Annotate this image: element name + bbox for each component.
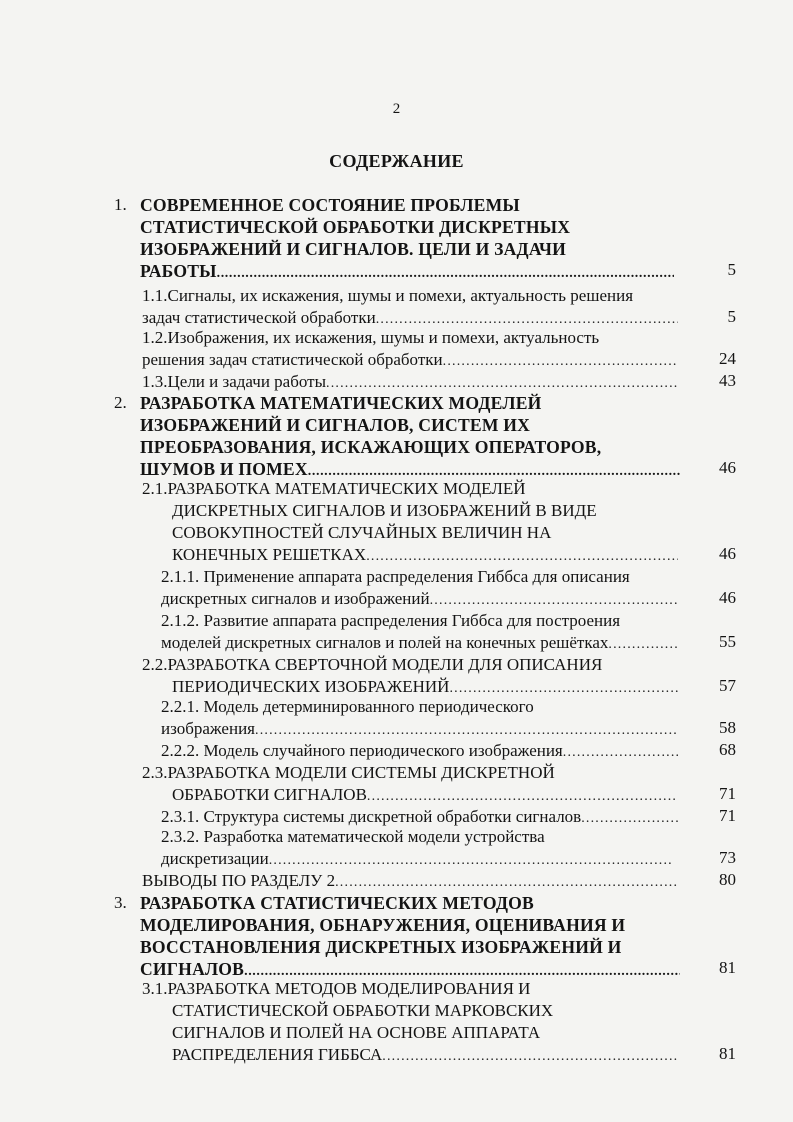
leader-dots [326, 373, 678, 393]
toc-subsection-2-2-1[interactable] [161, 696, 678, 740]
entry-text-line: решения задач статистической обработки [142, 350, 443, 369]
leader-dots [255, 720, 678, 740]
entry-text-line: моделей дискретных сигналов и полей на конечных решётках [161, 633, 609, 652]
entry-text-line: КОНЕЧНЫХ РЕШЕТКАХ [172, 545, 367, 564]
entry-text-line: дискретных сигналов и изображений [161, 589, 430, 608]
entry-text-line: ОБРАБОТКИ СИГНАЛОВ [172, 785, 367, 804]
entry-text-line: изображения [161, 719, 255, 738]
page-ref: 73 [719, 848, 736, 867]
entry-text-line: 3.1.РАЗРАБОТКА МЕТОДОВ МОДЕЛИРОВАНИЯ И [142, 979, 531, 998]
chapter-number: 3. [114, 893, 127, 912]
entry-text-line: СТАТИСТИЧЕСКОЙ ОБРАБОТКИ МАРКОВСКИХ [172, 1001, 554, 1020]
page-ref: 58 [719, 718, 736, 737]
leader-dots [335, 872, 678, 892]
leader-dots [217, 263, 674, 282]
page-ref: 46 [719, 458, 736, 477]
page-ref: 46 [719, 544, 736, 563]
leader-dots [382, 1046, 678, 1066]
entry-text-line: 2.1.1. Применение аппарата распределения Гиббса для описания [161, 567, 630, 586]
leader-dots [430, 590, 678, 610]
page-ref: 68 [719, 740, 736, 759]
entry-text-line: ПРЕОБРАЗОВАНИЯ, ИСКАЖАЮЩИХ ОПЕРАТОРОВ, [140, 437, 602, 457]
page-ref: 43 [719, 371, 736, 390]
entry-text-line: 1.2.Изображения, их искажения, шумы и помехи, актуальность [142, 328, 600, 347]
entry-text-line: СОВРЕМЕННОЕ СОСТОЯНИЕ ПРОБЛЕМЫ [140, 195, 520, 215]
entry-text-line: 2.3.РАЗРАБОТКА МОДЕЛИ СИСТЕМЫ ДИСКРЕТНОЙ [142, 763, 555, 782]
toc-title: СОДЕРЖАНИЕ [329, 151, 464, 171]
page-ref: 81 [719, 1044, 736, 1063]
entry-text-line: ШУМОВ И ПОМЕХ [140, 459, 308, 479]
entry-text-line: МОДЕЛИРОВАНИЯ, ОБНАРУЖЕНИЯ, ОЦЕНИВАНИЯ И [140, 915, 626, 935]
entry-text-line: РАЗРАБОТКА СТАТИСТИЧЕСКИХ МЕТОДОВ [140, 893, 534, 913]
toc-conclusions-2[interactable] [142, 870, 678, 892]
toc-subsection-2-1-1[interactable] [161, 566, 678, 610]
page-ref: 46 [719, 588, 736, 607]
toc-subsection-2-2-2[interactable] [161, 740, 678, 762]
toc-subsection-2-3-2[interactable] [161, 826, 673, 870]
entry-text-line: задач статистической обработки [142, 308, 376, 327]
toc-section-2-1[interactable] [142, 478, 678, 566]
toc-section-3-1[interactable] [142, 978, 678, 1066]
toc-chapter-3[interactable] [114, 892, 680, 980]
leader-dots [366, 546, 678, 566]
toc-section-1-1[interactable] [142, 285, 678, 329]
entry-text-line: ВОССТАНОВЛЕНИЯ ДИСКРЕТНЫХ ИЗОБРАЖЕНИЙ И [140, 937, 622, 957]
chapter-number: 1. [114, 195, 127, 214]
leader-dots [608, 634, 678, 654]
toc-chapter-2[interactable] [114, 392, 680, 480]
entry-text-line: 2.3.1. Структура системы дискретной обработки сигналов [161, 807, 582, 826]
chapter-number: 2. [114, 393, 127, 412]
toc-section-2-3[interactable] [142, 762, 678, 806]
page-ref: 55 [719, 632, 736, 651]
entry-text-line: 2.2.1. Модель детерминированного периодического [161, 697, 534, 716]
toc-subsection-2-3-1[interactable] [161, 806, 678, 828]
leader-dots [449, 678, 678, 698]
leader-dots [443, 351, 678, 371]
entry-text-line: 2.2.2. Модель случайного периодического изображения [161, 741, 563, 760]
entry-text-line: 2.1.РАЗРАБОТКА МАТЕМАТИЧЕСКИХ МОДЕЛЕЙ [142, 479, 526, 498]
entry-text-line: ИЗОБРАЖЕНИЙ И СИГНАЛОВ, СИСТЕМ ИХ [140, 415, 531, 435]
toc-section-2-2[interactable] [142, 654, 678, 698]
toc-subsection-2-1-2[interactable] [161, 610, 678, 654]
entry-text-line: 1.3.Цели и задачи работы [142, 372, 326, 391]
toc-section-1-2[interactable] [142, 327, 678, 371]
entry-text-line: СТАТИСТИЧЕСКОЙ ОБРАБОТКИ ДИСКРЕТНЫХ [140, 217, 571, 237]
leader-dots [581, 808, 678, 828]
entry-text-line: 2.2.РАЗРАБОТКА СВЕРТОЧНОЙ МОДЕЛИ ДЛЯ ОПИСАНИЯ [142, 655, 603, 674]
entry-text-line: ВЫВОДЫ ПО РАЗДЕЛУ 2 [142, 871, 336, 890]
page-ref: 80 [719, 870, 736, 889]
page-number: 2 [392, 101, 401, 117]
leader-dots [367, 786, 678, 806]
entry-text-line: ДИСКРЕТНЫХ СИГНАЛОВ И ИЗОБРАЖЕНИЙ В ВИДЕ [172, 501, 597, 520]
page-ref: 71 [719, 806, 736, 825]
entry-text-line: 2.1.2. Развитие аппарата распределения Гиббса для построения [161, 611, 621, 630]
page-ref: 5 [727, 260, 736, 279]
page-ref: 57 [719, 676, 736, 695]
page-ref: 24 [719, 349, 736, 368]
toc-chapter-1[interactable] [114, 194, 674, 282]
page-ref: 71 [719, 784, 736, 803]
entry-text-line: дискретизации [161, 849, 269, 868]
entry-text-line: РАБОТЫ [140, 261, 217, 281]
entry-text-line: ПЕРИОДИЧЕСКИХ ИЗОБРАЖЕНИЙ [172, 677, 450, 696]
page-ref: 5 [727, 307, 736, 326]
entry-text-line: РАЗРАБОТКА МАТЕМАТИЧЕСКИХ МОДЕЛЕЙ [140, 393, 542, 413]
toc-section-1-3[interactable] [142, 371, 678, 393]
entry-text-line: СОВОКУПНОСТЕЙ СЛУЧАЙНЫХ ВЕЛИЧИН НА [172, 523, 552, 542]
entry-text-line: 2.3.2. Разработка математической модели устройства [161, 827, 545, 846]
entry-text-line: СИГНАЛОВ [140, 959, 245, 979]
entry-text-line: РАСПРЕДЕЛЕНИЯ ГИББСА [172, 1045, 383, 1064]
leader-dots [376, 309, 678, 329]
entry-text-line: СИГНАЛОВ И ПОЛЕЙ НА ОСНОВЕ АППАРАТА [172, 1023, 541, 1042]
leader-dots [563, 742, 678, 762]
entry-text-line: 1.1.Сигналы, их искажения, шумы и помехи, актуальность решения [142, 286, 634, 305]
entry-text-line: ИЗОБРАЖЕНИЙ И СИГНАЛОВ. ЦЕЛИ И ЗАДАЧИ [140, 239, 567, 259]
page-ref: 81 [719, 958, 736, 977]
leader-dots [269, 850, 673, 870]
